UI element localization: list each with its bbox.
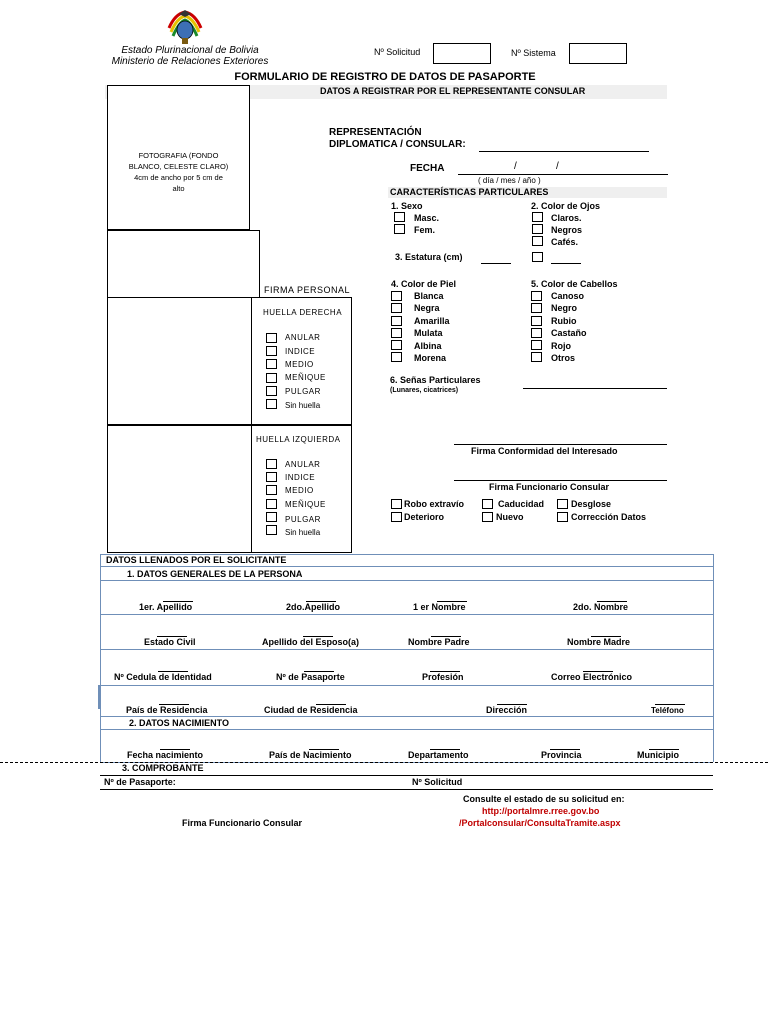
- label-1er-nombre: 1 er Nombre: [413, 602, 466, 612]
- label-fecha-nacimiento: Fecha nacimiento: [127, 750, 204, 760]
- label-pais-nacimiento: País de Nacimiento: [269, 750, 352, 760]
- solicitante-left-border: [100, 554, 101, 762]
- label-der-pulgar: PULGAR: [285, 387, 321, 396]
- firma-funcionario-label: Firma Funcionario Consular: [489, 482, 610, 492]
- checkbox-cafes[interactable]: [532, 236, 543, 246]
- checkbox-der-anular[interactable]: [266, 333, 277, 343]
- solicitante-title: DATOS LLENADOS POR EL SOLICITANTE: [106, 555, 287, 565]
- checkbox-izq-indice[interactable]: [266, 472, 277, 482]
- label-cedula: Nº Cedula de Identidad: [114, 672, 212, 682]
- label-rojo: Rojo: [551, 341, 571, 351]
- portal-link-1[interactable]: http://portalmre.rree.gov.bo: [482, 806, 600, 816]
- comprobante-sep: [100, 775, 713, 776]
- label-negros: Negros: [551, 225, 583, 235]
- checkbox-morena[interactable]: [391, 352, 402, 362]
- label-canoso: Canoso: [551, 291, 585, 301]
- senas-input-line[interactable]: [523, 388, 667, 389]
- label-nombre-madre: Nombre Madre: [567, 637, 631, 647]
- consulte-label: Consulte el estado de su solicitud en:: [463, 794, 625, 804]
- checkbox-izq-medio[interactable]: [266, 485, 277, 495]
- huella-izquierda-title: HUELLA IZQUIERDA: [256, 435, 341, 444]
- row-2-sep: [100, 649, 713, 650]
- checkbox-der-menique[interactable]: [266, 373, 277, 383]
- row-3-sep: [100, 685, 713, 686]
- estatura-label: 3. Estatura (cm): [395, 252, 463, 262]
- label-caducidad: Caducidad: [498, 499, 545, 509]
- label-nuevo: Nuevo: [496, 512, 524, 522]
- comprobante-solicitud: Nº Solicitud: [412, 777, 463, 787]
- checkbox-correccion[interactable]: [557, 512, 568, 522]
- label-der-indice: INDICE: [285, 347, 316, 356]
- photo-line-1: FOTOGRAFIA (FONDO: [138, 151, 219, 160]
- fecha-sep-1: /: [514, 161, 517, 172]
- checkbox-fem[interactable]: [394, 224, 405, 234]
- photo-line-4: alto: [172, 184, 185, 193]
- label-correccion: Corrección Datos: [571, 512, 647, 522]
- label-der-sin-huella: Sin huella: [285, 401, 321, 410]
- checkbox-robo[interactable]: [391, 499, 402, 509]
- checkbox-desglose[interactable]: [557, 499, 568, 509]
- checkbox-der-pulgar[interactable]: [266, 386, 277, 396]
- checkbox-izq-pulgar[interactable]: [266, 512, 277, 522]
- section-1-sep: [100, 580, 713, 581]
- caracteristicas-title: CARACTERÍSTICAS PARTICULARES: [390, 187, 549, 197]
- label-izq-pulgar: PULGAR: [285, 515, 321, 524]
- label-profesion: Profesión: [422, 672, 464, 682]
- checkbox-caducidad[interactable]: [482, 499, 493, 509]
- checkbox-nuevo[interactable]: [482, 512, 493, 522]
- piel-label: 4. Color de Piel: [391, 279, 457, 289]
- representacion-label-1: REPRESENTACIÓN: [329, 127, 422, 138]
- checkbox-izq-sin-huella[interactable]: [266, 525, 277, 535]
- label-blanca: Blanca: [414, 291, 444, 301]
- label-estado-civil: Estado Civil: [144, 637, 196, 647]
- cabellos-label: 5. Color de Cabellos: [531, 279, 618, 289]
- bolivia-coat-of-arms-logo: [165, 8, 205, 46]
- label-cafes: Cafés.: [551, 237, 579, 247]
- comprobante-bottom: [100, 789, 713, 790]
- solicitante-right-border: [713, 554, 714, 762]
- label-2do-apellido: 2do.Apellido: [286, 602, 340, 612]
- label-telefono: Teléfono: [651, 706, 684, 715]
- checkbox-der-indice[interactable]: [266, 346, 277, 356]
- label-direccion: Dirección: [486, 705, 528, 715]
- label-otros: Otros: [551, 353, 576, 363]
- checkbox-albina[interactable]: [391, 340, 402, 350]
- checkbox-rubio[interactable]: [531, 316, 542, 326]
- senas-label: 6. Señas Particulares: [390, 375, 481, 385]
- label-albina: Albina: [414, 341, 442, 351]
- label-izq-anular: ANULAR: [285, 460, 321, 469]
- section-2-title: 2. DATOS NACIMIENTO: [129, 718, 230, 728]
- solicitud-field[interactable]: [433, 43, 491, 64]
- fecha-input-line[interactable]: [458, 174, 668, 175]
- ojos-label: 2. Color de Ojos: [531, 201, 601, 211]
- label-provincia: Provincia: [541, 750, 582, 760]
- label-der-medio: MEDIO: [285, 360, 314, 369]
- label-izq-indice: INDICE: [285, 473, 316, 482]
- comprobante-pasaporte: Nº de Pasaporte:: [104, 777, 176, 787]
- checkbox-negro[interactable]: [531, 303, 542, 313]
- section-1-title: 1. DATOS GENERALES DE LA PERSONA: [127, 569, 303, 579]
- checkbox-der-sin-huella[interactable]: [266, 399, 277, 409]
- estatura-input-line[interactable]: [481, 263, 511, 264]
- label-apellido-esposo: Apellido del Esposo(a): [262, 637, 360, 647]
- sistema-field[interactable]: [569, 43, 627, 64]
- label-izq-medio: MEDIO: [285, 486, 314, 495]
- checkbox-blanca[interactable]: [391, 291, 402, 301]
- label-rubio: Rubio: [551, 316, 577, 326]
- row-1-sep: [100, 614, 713, 615]
- state-name: Estado Plurinacional de Bolivia: [121, 45, 259, 56]
- photo-instructions: [110, 150, 247, 194]
- fecha-hint: ( día / mes / año ): [478, 176, 541, 185]
- ministry-name: Ministerio de Relaciones Exteriores: [111, 56, 269, 67]
- photo-line-2: BLANCO, CELESTE CLARO): [128, 162, 229, 171]
- solicitud-label: Nº Solicitud: [374, 47, 421, 57]
- representacion-input-line[interactable]: [479, 151, 649, 152]
- checkbox-estatura[interactable]: [532, 252, 543, 262]
- label-negro: Negro: [551, 303, 578, 313]
- photo-line-3: 4cm de ancho por 5 cm de: [134, 173, 223, 182]
- label-izq-menique: MEÑIQUE: [285, 500, 326, 509]
- section-2-sep: [100, 729, 713, 730]
- solicitante-title-sep: [100, 566, 713, 567]
- form-subtitle: DATOS A REGISTRAR POR EL REPRESENTANTE CONSULAR: [320, 86, 586, 96]
- sexo-label: 1. Sexo: [391, 201, 423, 211]
- label-deterioro: Deterioro: [404, 512, 445, 522]
- label-claros: Claros.: [551, 213, 582, 223]
- huella-derecha-title: HUELLA DERECHA: [263, 308, 343, 317]
- row-4-sep: [100, 716, 713, 717]
- comprobante-firma-funcionario: Firma Funcionario Consular: [182, 818, 303, 828]
- row-4-marker: [98, 685, 100, 709]
- label-morena: Morena: [414, 353, 447, 363]
- label-der-anular: ANULAR: [285, 333, 321, 342]
- firma-funcionario-line[interactable]: [454, 480, 667, 481]
- label-nombre-padre: Nombre Padre: [408, 637, 470, 647]
- label-castano: Castaño: [551, 328, 587, 338]
- firma-interesado-line[interactable]: [454, 444, 667, 445]
- label-departamento: Departamento: [408, 750, 469, 760]
- checkbox-negra[interactable]: [391, 303, 402, 313]
- checkbox-otros[interactable]: [531, 352, 542, 362]
- firma-personal-label: FIRMA PERSONAL: [264, 285, 351, 295]
- checkbox-amarilla[interactable]: [391, 316, 402, 326]
- label-izq-sin-huella: Sin huella: [285, 528, 321, 537]
- checkbox-mulata[interactable]: [391, 328, 402, 338]
- checkbox-castano[interactable]: [531, 328, 542, 338]
- checkbox-izq-anular[interactable]: [266, 459, 277, 469]
- firma-interesado-label: Firma Conformidad del Interesado: [471, 446, 618, 456]
- comprobante-title: 3. COMPROBANTE: [122, 763, 204, 773]
- label-1er-apellido: 1er. Apellido: [139, 602, 193, 612]
- estatura-extra-line[interactable]: [551, 263, 581, 264]
- label-pasaporte: Nº de Pasaporte: [276, 672, 345, 682]
- input-telefono[interactable]: [655, 704, 685, 705]
- label-fem: Fem.: [414, 225, 436, 235]
- label-ciudad-residencia: Ciudad de Residencia: [264, 705, 358, 715]
- fecha-sep-2: /: [556, 161, 559, 172]
- label-pais-residencia: País de Residencia: [126, 705, 208, 715]
- label-negra: Negra: [414, 303, 440, 313]
- form-title: FORMULARIO DE REGISTRO DE DATOS DE PASAPORTE: [234, 71, 536, 83]
- checkbox-masc[interactable]: [394, 212, 405, 222]
- checkbox-rojo[interactable]: [531, 340, 542, 350]
- sistema-label: Nº Sistema: [511, 48, 556, 58]
- checkbox-negros[interactable]: [532, 224, 543, 234]
- checkbox-claros[interactable]: [532, 212, 543, 222]
- label-municipio: Municipio: [637, 750, 679, 760]
- label-der-menique: MEÑIQUE: [285, 373, 326, 382]
- label-masc: Masc.: [414, 213, 440, 223]
- senas-hint: (Lunares, cicatrices): [390, 387, 459, 394]
- label-2do-nombre: 2do. Nombre: [573, 602, 629, 612]
- label-desglose: Desglose: [571, 499, 612, 509]
- fecha-label: FECHA: [410, 163, 445, 174]
- portal-link-2[interactable]: /Portalconsular/ConsultaTramite.aspx: [459, 818, 621, 828]
- cut-line: [0, 762, 768, 763]
- signature-box[interactable]: [107, 230, 260, 298]
- label-amarilla: Amarilla: [414, 316, 450, 326]
- checkbox-canoso[interactable]: [531, 291, 542, 301]
- label-robo: Robo extravío: [404, 499, 465, 509]
- label-mulata: Mulata: [414, 328, 443, 338]
- representacion-label-2: DIPLOMATICA / CONSULAR:: [329, 139, 466, 150]
- checkbox-der-medio[interactable]: [266, 359, 277, 369]
- checkbox-deterioro[interactable]: [391, 512, 402, 522]
- label-correo: Correo Electrónico: [551, 672, 633, 682]
- checkbox-izq-menique[interactable]: [266, 499, 277, 509]
